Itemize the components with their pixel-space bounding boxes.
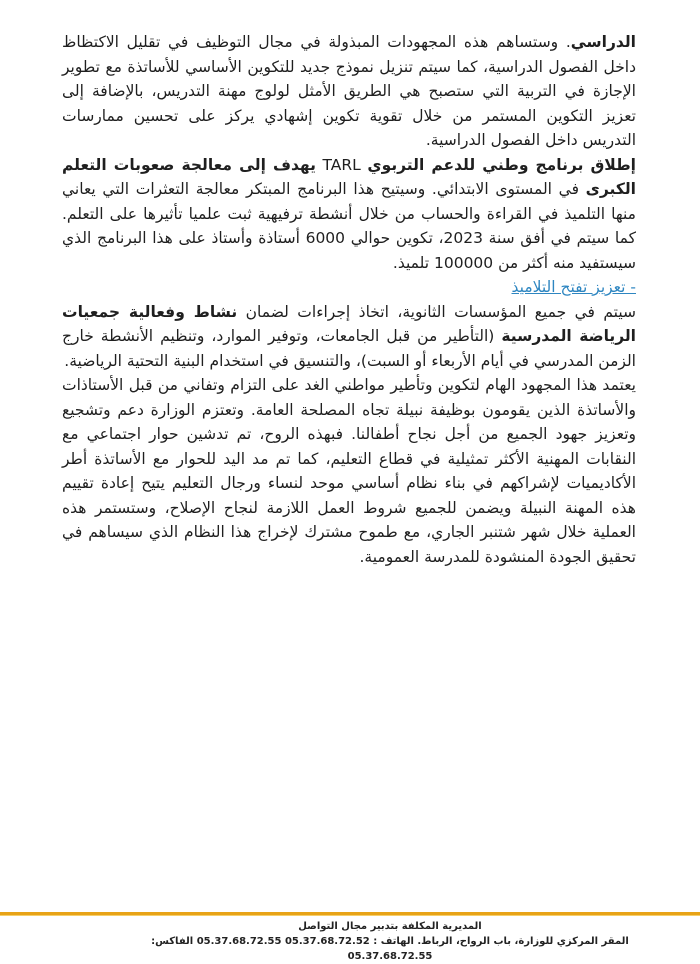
paragraph-social-dialogue: يعتمد هذا المجهود الهام لتكوين وتأطير مواطني الغد على التزام وتفاني من قبل الأستاذات والأساتذة الذين يقومون بوظيفة نبيلة تجاه المصلحة العامة. وتعتزم الوزارة دعم وتشجيع وتعزيز جهود الجميع من أجل نجاح أطفالنا. فبهذه الروح، تم تدشين حوار اجتماعي مع النقابات المهنية الأكثر تمثيلية في قطاع التعليم، كما تم مد اليد للحوار مع الأساتذة أطر الأكاديميات لإشراكهم في بناء نظام أساسي موحد لنساء ورجال التعليم يتيح إعادة تقييم هذه المهنة النبيلة ويضمن للجميع شروط العمل اللازمة لنجاح الإصلاح، وستستمر هذه العملية خلال شهر شتنبر الجاري، مع طموح مشترك لإخراج هذا النظام الذي سيساهم في تحقيق الجودة المنشودة للمدرسة العمومية. <box>62 376 636 566</box>
paragraph-teacher-training: الدراسي. وستساهم هذه المجهودات المبذولة في مجال التوظيف في تقليل الاكتظاظ داخل الفصول الدراسية، كما سيتم تنزيل نموذج جديد للتكوين الأساسي للأساتذة مع تطوير الإجازة في التربية التي ستصبح هي الطريق الأمثل لولوج مهنة التدريس، بالإضافة إلى تعزيز التكوين المستمر من خلال تقوية تكوين إشهادي يركز على تحسين ممارسات التدريس داخل الفصول الدراسية. <box>62 33 636 149</box>
bold-term: نشاط وفعالية جمعيات الرياضة المدرسية <box>62 302 636 345</box>
year-value: 2023 <box>443 229 483 247</box>
students-count: 100000 <box>433 253 494 272</box>
paragraph-tarl-program: إطلاق برنامج وطني للدعم التربوي TARL يهدف إلى معالجة صعوبات التعلم الكبرى في المستوى الابتدائي. وسيتيح هذا البرنامج المبتكر معالجة التعثرات التي يعاني منها التلميذ في القراءة والحساب من خلال أنشطة ترفيهية ثبت علميا تأثيرها على التعلم. كما سيتم في أفق سنة 2023، تكوين حوالي 6000 أستاذة وأستاذ على هذا البرنامج الذي سيستفيد منه أكثر من 100000 تلميذ. <box>62 155 636 272</box>
bold-term: الدراسي <box>570 33 636 51</box>
page-footer <box>110 919 670 964</box>
paragraph-school-sports: سيتم في جميع المؤسسات الثانوية، اتخاذ إجراءات لضمان نشاط وفعالية جمعيات الرياضة المدرسية (التأطير من قبل الجامعات، وتوفير الموارد، وتنظيم الأنشطة خارج الزمن المدرسي في أيام الأربعاء أو السبت)، والتنسيق في استخدام البنية التحتية الرياضية. <box>62 302 636 370</box>
document-body <box>62 30 636 569</box>
section-heading: - تعزيز تفتح التلاميذ <box>511 278 636 296</box>
footer-directorate: المديرية المكلفة بتدبير مجال التواصل <box>298 921 482 932</box>
bold-term: يهدف إلى معالجة صعوبات التعلم الكبرى <box>62 155 636 198</box>
teachers-count: 6000 <box>305 229 346 247</box>
tarl-acronym: TARL <box>322 155 361 174</box>
footer-contact: المقر المركزي للوزارة، باب الرواح، الرباط. الهاتف : 05.37.68.72.52 05.37.68.72.55 الفاكس: 05.37.68.72.55 <box>151 936 629 962</box>
bold-term: إطلاق برنامج وطني للدعم التربوي <box>367 155 636 174</box>
footer-divider <box>0 911 700 917</box>
